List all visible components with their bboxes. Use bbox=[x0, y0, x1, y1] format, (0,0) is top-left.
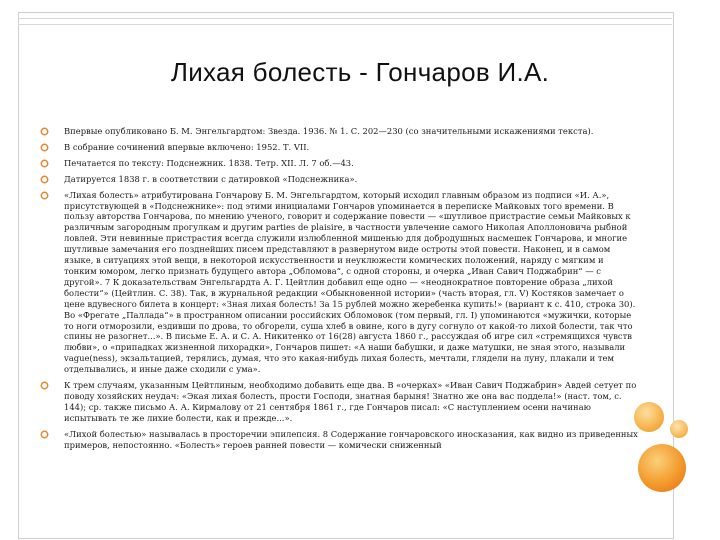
list-item bbox=[40, 190, 638, 375]
circle-ring-icon bbox=[40, 430, 49, 439]
list-item bbox=[40, 126, 638, 137]
divider bbox=[18, 24, 672, 25]
divider bbox=[18, 18, 672, 19]
list-item-text: «Лихой болестью» называлась в просторечии эпилепсия. 8 Содержание гончаровского иносказания, как видно из приведенных примеров, непостоянно. «Болесть» героев ранней повести — комически сниженный bbox=[64, 428, 638, 450]
list-item bbox=[40, 380, 638, 424]
circle-ring-icon bbox=[40, 143, 49, 152]
orange-circle-tiny bbox=[670, 420, 688, 438]
list-item-text: «Лихая болесть» атрибутирована Гончарову Б. М. Энгельгардтом, который исходил главным образом из подписи «И. А.», присутствующей в «Подснежнике»: под этими инициалами Гончаров упоминается в переписке Майковых того времени. В пользу авторства Гончарова, по мнению ученого, говорит и содержание повести — «шутливое пристрастие семьи Майковых к различным загородным прогулкам и другим parties de plaisire, в частности увлечение самого Николая Аполлоновича рыбной ловлей. Эти невинные пристрастия всегда служили излюбленной мишенью для добродушных насмешек Гончарова, и многие шутливые замечания его позднейших писем представляют в развернутом виде остроты этой повести. Наконец, и в самом языке, в ситуациях этой вещи, в некоторой искусственности и неуклюжести комических положений, наряду с мягким и тонким юмором, легко признать будущего автора „Обломова“, с одной стороны, и очерка „Иван Савич Поджабрин“ — с другой». 7 К доказательствам Энгельгардта А. Г. Цейтлин добавил еще одно — «неоднократное повторение образа „лихой болести“» (Цейтлин. С. 38). Так, в журнальной редакции «Обыкновенной истории» (часть вторая, гл. V) Костяков замечает о цене вдувесного билета в концерт: «Зная лихая болесть! За 15 рублей можно жеребенка купить!» (вариант к с. 410, строка 30). Во «Фрегате „Паллада“» в пространном описании российских Обломовок (том первый, гл. I) упоминаются «мужички, которые то ноги отморозили, ездивши по дрова, то обгорели, сушa хлеб в овине, кого в дугу согнуло от какой-то лихой болести, так что спины не разогнет...». В письме Е. А. и С. А. Никитенко от 16(28) августа 1860 г., рассуждая об игре сил «стремящихся чувств любви», о «припадках жизненной лихорадки», Гончаров пишет: «А наши бабушки, и даже матушки, не зная этого, называли vague(ness), экзальтацией, терялись, думая, что это какая-нибудь лихая болесть, мечтали, глядели на луну, плакали и тем отделывались, и иные даже сходили с ума». bbox=[64, 189, 636, 375]
list-item bbox=[40, 142, 638, 153]
list-item bbox=[40, 174, 638, 185]
list-item-text: К трем случаям, указанным Цейтлиным, необходимо добавить еще два. В «очерках» «Иван Савич Поджабрин» Авдей сетует по поводу хозяйских неудач: «Экая лихая болесть, прости Господи, знатная барыня! Знатно же она вас поддела!» (наст. том, с. 144); ср. также письмо А. А. Кирмалову от 21 сентября 1861 г., где Гончаров писал: «С наступлением осени начинаю испытывать те же лихие болести, как и прежде...». bbox=[64, 380, 637, 423]
slide-title: Лихая болесть - Гончаров И.А. bbox=[170, 57, 550, 87]
circle-ring-icon bbox=[40, 191, 49, 200]
circle-ring-icon bbox=[40, 127, 49, 136]
circle-ring-icon bbox=[40, 175, 49, 184]
list-item-text: Датируется 1838 г. в соответствии с датировкой «Подснежника». bbox=[64, 173, 358, 184]
circle-ring-icon bbox=[40, 381, 49, 390]
slide-body bbox=[40, 126, 638, 455]
list-item-text: Печатается по тексту: Подснежник. 1838. Тетр. XII. Л. 7 об.—43. bbox=[64, 157, 354, 168]
orange-circle-small bbox=[634, 402, 664, 432]
list-item-text: В собрание сочинений впервые включено: 1952. Т. VII. bbox=[64, 141, 310, 152]
orange-circle-large bbox=[638, 444, 686, 492]
list-item-text: Впервые опубликовано Б. М. Энгельгардтом: Звезда. 1936. № 1. С. 202—230 (со значительными искажениями текста). bbox=[64, 126, 594, 136]
list-item bbox=[40, 429, 638, 451]
circle-ring-icon bbox=[40, 159, 49, 168]
list-item bbox=[40, 158, 638, 169]
